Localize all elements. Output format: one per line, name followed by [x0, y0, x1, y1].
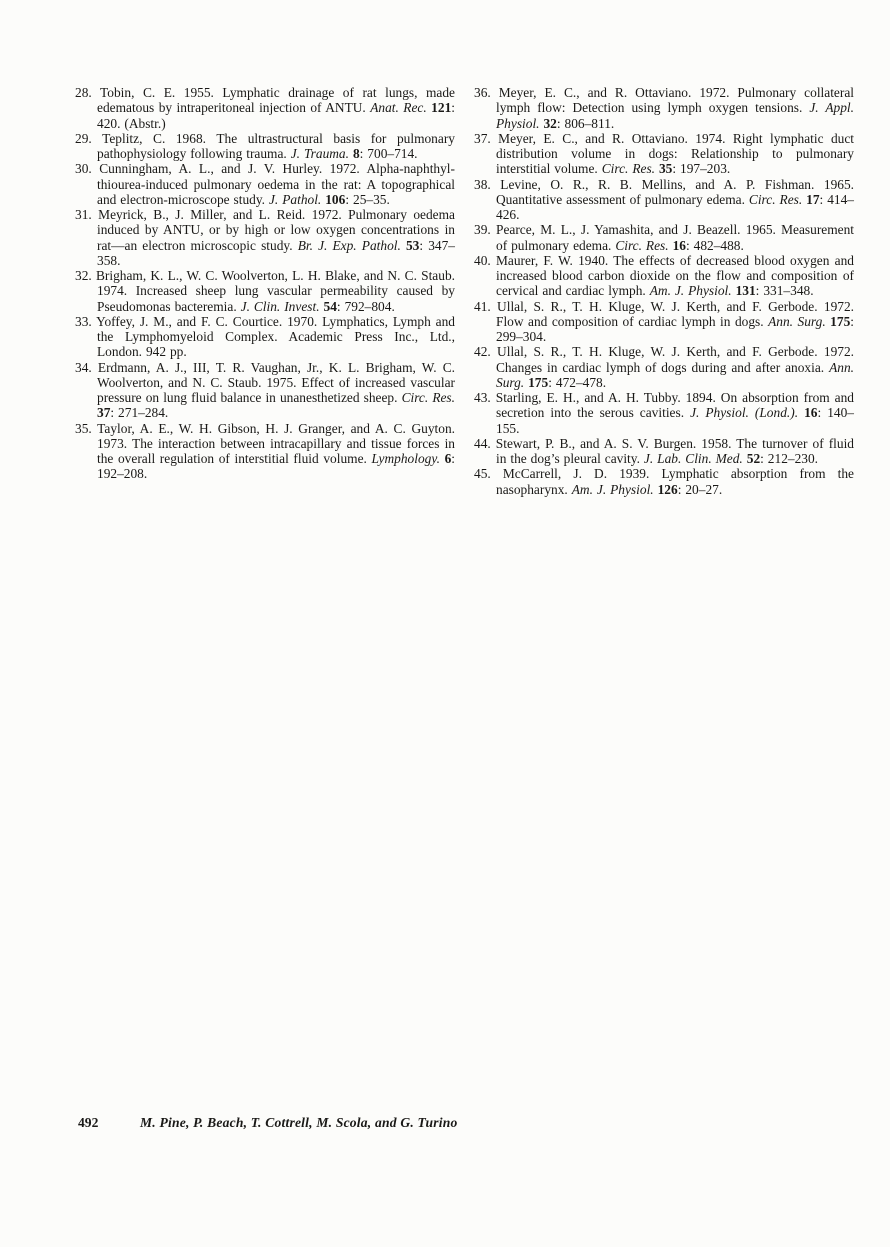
- reference-number: 31.: [75, 207, 92, 222]
- reference-text: Meyer, E. C., and R. Ottaviano. 1974. Right lymphatic duct distribution volume in dogs: Relationship to pulmonary interstitial volume.: [496, 130, 855, 177]
- volume-number: 16: [672, 237, 686, 253]
- journal-name: Circ. Res.: [601, 161, 656, 177]
- reference-text: Cunningham, A. L., and J. V. Hurley. 1972. Alpha-naphthyl-thiourea-induced pulmonary oedema in the rat: A topographical and electron-microscope study.: [97, 161, 455, 207]
- reference-item: [75, 360, 455, 421]
- reference-item: [75, 85, 455, 131]
- reference-text: : 420. (Abstr.): [97, 100, 455, 131]
- reference-text: Starling, E. H., and A. H. Tubby. 1894. On absorption from and secretion into the serous cavities.: [495, 390, 855, 421]
- reference-item: [75, 161, 455, 207]
- reference-item: [474, 436, 854, 467]
- reference-number: 45.: [474, 466, 491, 482]
- references-section: [75, 85, 854, 497]
- reference-item: [474, 390, 854, 436]
- reference-number: 44.: [474, 435, 491, 451]
- reference-item: [75, 314, 455, 360]
- reference-text: : 192–208.: [97, 451, 455, 482]
- reference-text: Ullal, S. R., T. H. Kluge, W. J. Kerth, and F. Gerbode. 1972. Flow and composition of cardiac lymph in dogs.: [496, 298, 854, 329]
- volume-number: 175: [830, 313, 851, 329]
- volume-number: 32: [543, 115, 557, 131]
- reference-text: Levine, O. R., R. B. Mellins, and A. P. Fishman. 1965. Quantitative assessment of pulmonary edema.: [496, 176, 855, 207]
- references-left-column: [75, 85, 455, 497]
- reference-item: [474, 344, 854, 390]
- reference-text: Meyer, E. C., and R. Ottaviano. 1972. Pulmonary collateral lymph flow: Detection using lymph oxygen tensions.: [496, 85, 854, 116]
- journal-name: Lymphology.: [371, 451, 440, 466]
- volume-number: 37: [97, 405, 111, 421]
- reference-item: [474, 85, 854, 131]
- reference-text: : 700–714.: [359, 146, 418, 161]
- volume-number: 52: [746, 451, 761, 466]
- volume-number: 6: [444, 451, 452, 466]
- reference-number: 37.: [474, 130, 491, 146]
- reference-text: : 271–284.: [110, 405, 169, 421]
- reference-text: McCarrell, J. D. 1939. Lymphatic absorption from the nasopharynx.: [496, 466, 854, 497]
- reference-text: Ullal, S. R., T. H. Kluge, W. J. Kerth, and F. Gerbode. 1972. Changes in cardiac lymph of dogs during and after anoxia.: [496, 344, 854, 375]
- volume-number: 16: [804, 405, 818, 421]
- reference-text: : 140–155.: [496, 405, 854, 436]
- running-authors: M. Pine, P. Beach, T. Cottrell, M. Scola, and G. Turino: [140, 1115, 458, 1130]
- journal-name: Circ. Res.: [401, 390, 455, 405]
- reference-text: : 20–27.: [677, 481, 723, 497]
- page-number: 492: [78, 1115, 99, 1130]
- reference-text: Teplitz, C. 1968. The ultrastructural basis for pulmonary pathophysiology following trauma.: [97, 130, 455, 161]
- journal-name: J. Clin. Invest.: [240, 298, 320, 314]
- reference-item: [75, 268, 455, 314]
- journal-name: Ann. Surg.: [768, 313, 826, 329]
- page-footer: [78, 1115, 458, 1131]
- reference-number: 36.: [474, 85, 491, 100]
- volume-number: 17: [806, 191, 820, 207]
- reference-number: 40.: [474, 252, 491, 268]
- journal-name: Ann. Surg.: [496, 359, 854, 390]
- volume-number: 106: [325, 191, 346, 207]
- reference-number: 41.: [474, 298, 491, 314]
- reference-item: [474, 222, 854, 253]
- journal-name: J. Pathol.: [268, 191, 322, 207]
- reference-text: : 472–478.: [548, 374, 607, 390]
- reference-text: Meyrick, B., J. Miller, and L. Reid. 1972. Pulmonary oedema induced by ANTU, or by high or low oxygen concentrations in rat—an electron microscopic study.: [97, 207, 455, 253]
- reference-number: 38.: [474, 176, 491, 192]
- reference-text: : 482–488.: [685, 237, 744, 253]
- reference-text: : 806–811.: [556, 115, 615, 131]
- journal-name: Circ. Res.: [748, 191, 803, 207]
- reference-item: [474, 299, 854, 345]
- reference-text: Taylor, A. E., W. H. Gibson, H. J. Granger, and A. C. Guyton. 1973. The interaction between intracapillary and tissue forces in the overall regulation of interstitial fluid volume.: [97, 420, 455, 466]
- volume-number: 8: [352, 146, 360, 161]
- reference-text: Brigham, K. L., W. C. Woolverton, L. H. Blake, and N. C. Staub. 1974. Increased sheep lung vascular permeability caused by Pseudomonas bacteremia.: [95, 268, 455, 314]
- reference-text: Pearce, M. L., J. Yamashita, and J. Beazell. 1965. Measurement of pulmonary edema.: [496, 222, 854, 253]
- reference-number: 30.: [75, 161, 92, 177]
- reference-text: : 792–804.: [336, 298, 395, 314]
- journal-name: Am. J. Physiol.: [571, 481, 654, 497]
- reference-text: Erdmann, A. J., III, T. R. Vaughan, Jr., K. L. Brigham, W. C. Woolverton, and N. C. Staub. 1975. Effect of increased vascular pressure on lung fluid balance in unanesthetized sheep.: [97, 359, 455, 405]
- volume-number: 126: [657, 481, 678, 497]
- reference-number: 35.: [75, 420, 92, 436]
- journal-name: J. Lab. Clin. Med.: [643, 451, 743, 466]
- journal-name: Circ. Res.: [615, 237, 669, 253]
- journal-name: Am. J. Physiol.: [649, 283, 732, 299]
- volume-number: 175: [528, 374, 549, 390]
- reference-item: [474, 253, 854, 299]
- reference-text: : 212–230.: [760, 451, 819, 466]
- reference-text: : 299–304.: [496, 313, 854, 344]
- journal-name: J. Appl. Physiol.: [496, 100, 854, 131]
- journal-name: J. Trauma.: [290, 146, 349, 161]
- reference-item: [75, 207, 455, 268]
- reference-number: 34.: [75, 359, 92, 375]
- volume-number: 35: [658, 161, 673, 177]
- reference-text: Stewart, P. B., and A. S. V. Burgen. 1958. The turnover of fluid in the dog’s pleural cavity.: [495, 435, 854, 466]
- volume-number: 131: [735, 283, 756, 299]
- reference-number: 33.: [75, 313, 92, 329]
- reference-text: : 414–426.: [496, 191, 854, 222]
- references-right-column: [474, 85, 854, 497]
- volume-number: 121: [431, 100, 452, 116]
- reference-text: : 347–358.: [97, 237, 455, 268]
- reference-text: : 331–348.: [755, 283, 814, 299]
- reference-number: 32.: [75, 268, 92, 283]
- reference-text: : 197–203.: [672, 161, 731, 177]
- journal-name: Br. J. Exp. Pathol.: [297, 237, 401, 253]
- reference-text: Tobin, C. E. 1955. Lymphatic drainage of rat lungs, made edematous by intraperitoneal injection of ANTU.: [97, 85, 455, 116]
- reference-number: 29.: [75, 130, 92, 146]
- reference-text: Yoffey, J. M., and F. C. Courtice. 1970. Lymphatics, Lymph and the Lymphomyeloid Complex. Academic Press Inc., Ltd., London. 942 pp.: [96, 313, 455, 360]
- reference-item: [75, 421, 455, 482]
- journal-name: Anat. Rec.: [370, 100, 427, 116]
- reference-number: 28.: [75, 85, 92, 100]
- reference-item: [75, 131, 455, 162]
- volume-number: 53: [405, 237, 420, 253]
- reference-text: Maurer, F. W. 1940. The effects of decreased blood oxygen and increased blood carbon dioxide on the flow and composition of cervical and cardiac lymph.: [495, 252, 855, 299]
- reference-text: : 25–35.: [345, 191, 390, 207]
- reference-item: [474, 131, 854, 177]
- volume-number: 54: [323, 298, 337, 314]
- reference-number: 42.: [474, 344, 491, 360]
- reference-number: 43.: [474, 390, 491, 405]
- reference-number: 39.: [474, 222, 491, 238]
- journal-name: J. Physiol. (Lond.).: [690, 405, 799, 421]
- reference-item: [474, 466, 854, 497]
- reference-item: [474, 177, 854, 223]
